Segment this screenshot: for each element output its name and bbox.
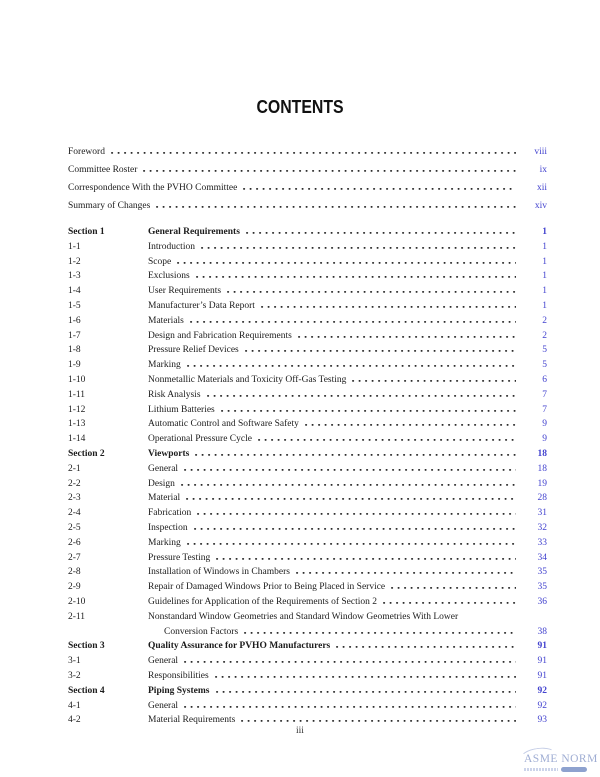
toc-entry-row	[68, 418, 547, 433]
toc-entry-row	[68, 507, 547, 522]
page-title: CONTENTS	[256, 97, 344, 117]
toc-entry-row	[68, 300, 547, 315]
page-number-link[interactable]: xii	[536, 183, 547, 193]
section-header-row	[68, 448, 547, 463]
toc-entry-row	[68, 256, 547, 271]
toc-entry-row	[68, 522, 547, 537]
entry-title-continuation: Conversion Factors	[164, 626, 239, 637]
page-number-link[interactable]: 6	[542, 374, 547, 385]
page-number-link[interactable]: 7	[542, 389, 547, 400]
entry-number: 3-2	[68, 670, 81, 681]
dot-leader	[215, 676, 516, 678]
entry-number: 2-6	[68, 537, 81, 548]
section-header-row	[68, 640, 547, 655]
dot-leader	[245, 350, 516, 352]
page-number-link[interactable]: 35	[537, 567, 547, 578]
toc-entry-row	[68, 552, 547, 567]
dot-leader	[184, 469, 516, 471]
watermark-badge	[561, 767, 587, 772]
front-matter-row	[68, 182, 547, 200]
entry-number: 1-8	[68, 345, 81, 356]
entry-label: Summary of Changes	[68, 201, 151, 211]
section-number: Section 4	[68, 685, 105, 696]
entry-title: Design and Fabrication Requirements	[148, 330, 292, 341]
entry-number: 1-5	[68, 300, 81, 311]
entry-number: 2-2	[68, 478, 81, 489]
entry-number: 2-9	[68, 582, 81, 593]
front-matter-list	[68, 146, 547, 218]
asme-norm-watermark	[524, 754, 600, 772]
page-number-link[interactable]: 1	[542, 227, 547, 237]
entry-number: 1-6	[68, 315, 81, 326]
dot-leader	[216, 691, 517, 693]
entry-title: Manufacturer’s Data Report	[148, 300, 255, 311]
page-number-link[interactable]: 1	[542, 271, 547, 282]
toc-entry-continuation-row	[68, 626, 547, 641]
toc-entry-row	[68, 344, 547, 359]
section-title: Viewports	[148, 448, 190, 459]
toc-entry-row	[68, 241, 547, 256]
toc-entry-row	[68, 433, 547, 448]
section-header-row	[68, 226, 547, 241]
entry-title: Risk Analysis	[148, 389, 201, 400]
dot-leader	[296, 572, 516, 574]
entry-number: 4-2	[68, 715, 81, 726]
front-matter-row	[68, 200, 547, 218]
entry-title: Exclusions	[148, 271, 190, 282]
entry-label: Correspondence With the PVHO Committee	[68, 183, 238, 193]
entry-label: Committee Roster	[68, 165, 138, 175]
entry-number: 1-10	[68, 374, 86, 385]
dot-leader	[184, 706, 516, 708]
entry-number: 2-1	[68, 463, 81, 474]
page-number-link[interactable]: 18	[537, 448, 547, 459]
entry-title: Material Requirements	[148, 715, 236, 726]
dot-leader	[261, 306, 516, 308]
page-number-link[interactable]: 1	[542, 300, 547, 311]
watermark-subline	[524, 767, 600, 772]
page-number-link[interactable]: 18	[537, 463, 547, 474]
toc-entry-row	[68, 700, 547, 715]
entry-title: Design	[148, 478, 175, 489]
page-number-link[interactable]: 33	[537, 537, 547, 548]
page-number-link[interactable]: xiv	[534, 201, 547, 211]
section-title: Piping Systems	[148, 685, 210, 696]
entry-number: 3-1	[68, 656, 81, 667]
dot-leader	[246, 232, 516, 234]
toc-entry-row	[68, 463, 547, 478]
folio-page-number: iii	[296, 726, 304, 736]
toc-entry-row	[68, 581, 547, 596]
toc-entry-row	[68, 270, 547, 285]
section-title: Quality Assurance for PVHO Manufacturers	[148, 641, 331, 652]
toc-entry-row	[68, 537, 547, 552]
dot-leader	[221, 410, 516, 412]
page-number-link[interactable]: 1	[542, 286, 547, 297]
entry-title: Fabrication	[148, 508, 192, 519]
entry-number: 1-3	[68, 271, 81, 282]
entry-title: Materials	[148, 315, 184, 326]
entry-title: Pressure Relief Devices	[148, 345, 239, 356]
page-number-link[interactable]: 28	[537, 493, 547, 504]
watermark-text: ASME NORM	[524, 753, 598, 765]
toc-entry-row	[68, 492, 547, 507]
toc-entry-row	[68, 359, 547, 374]
toc-entry-row	[68, 315, 547, 330]
dot-leader	[216, 558, 516, 560]
entry-label: Foreword	[68, 147, 105, 157]
entry-title: General	[148, 463, 179, 474]
entry-title: General	[148, 656, 179, 667]
page-number-link[interactable]: 9	[542, 419, 547, 430]
spacer	[464, 617, 542, 619]
section-number: Section 2	[68, 448, 105, 459]
sections-list	[68, 226, 547, 729]
entry-title: Pressure Testing	[148, 552, 211, 563]
entry-number: 1-2	[68, 256, 81, 267]
entry-number: 1-12	[68, 404, 86, 415]
entry-number: 4-1	[68, 700, 81, 711]
toc-entry-row	[68, 285, 547, 300]
dot-leader	[227, 291, 516, 293]
dot-leader	[187, 365, 516, 367]
entry-number: 2-5	[68, 522, 81, 533]
dot-leader	[156, 206, 516, 208]
entry-title: Marking	[148, 360, 181, 371]
page-number-link[interactable]: 93	[537, 715, 547, 726]
entry-title: Repair of Damaged Windows Prior to Being Placed in Service	[148, 582, 386, 593]
entry-number: 2-7	[68, 552, 81, 563]
entry-number: 2-10	[68, 596, 86, 607]
entry-number: 2-11	[68, 611, 86, 622]
page-number-link[interactable]: 9	[542, 434, 547, 445]
dot-leader	[186, 498, 516, 500]
toc-entry-row	[68, 670, 547, 685]
section-title: General Requirements	[148, 227, 240, 237]
toc-entry-row	[68, 374, 547, 389]
dot-leader	[143, 170, 516, 172]
watermark-tagline-bar	[524, 768, 558, 771]
entry-number: 1-7	[68, 330, 81, 341]
dot-leader	[244, 632, 516, 634]
page-number-link[interactable]: 2	[542, 315, 547, 326]
page-number-link[interactable]: 91	[537, 656, 547, 667]
entry-title: Nonmetallic Materials and Toxicity Off-Gas Testing	[148, 374, 347, 385]
entry-title: Material	[148, 493, 181, 504]
page-number-link[interactable]: ix	[539, 165, 547, 175]
entry-title: Operational Pressure Cycle	[148, 434, 252, 445]
entry-title: Scope	[148, 256, 172, 267]
dot-leader	[243, 188, 516, 190]
entry-number: 1-11	[68, 389, 86, 400]
entry-title: Guidelines for Application of the Requirements of Section 2	[148, 596, 378, 607]
entry-number: 1-9	[68, 360, 81, 371]
front-matter-row	[68, 164, 547, 182]
dot-leader	[111, 152, 516, 154]
entry-number: 2-4	[68, 508, 81, 519]
dot-leader	[258, 439, 516, 441]
dot-leader	[194, 528, 516, 530]
dot-leader	[305, 424, 516, 426]
toc-entry-row	[68, 478, 547, 493]
dot-leader	[190, 321, 516, 323]
page-number-link[interactable]: viii	[534, 147, 547, 157]
page-number-link[interactable]: 35	[537, 582, 547, 593]
section-number: Section 3	[68, 641, 105, 652]
toc-entry-row	[68, 389, 547, 404]
entry-title: Responsibilities	[148, 670, 209, 681]
toc-entry-row	[68, 611, 547, 626]
entry-title: Automatic Control and Software Safety	[148, 419, 299, 430]
entry-title: Lithium Batteries	[148, 404, 215, 415]
entry-number: 1-14	[68, 434, 86, 445]
page-number-link[interactable]: 34	[537, 552, 547, 563]
front-matter-row	[68, 146, 547, 164]
entry-number: 2-3	[68, 493, 81, 504]
page-number-link[interactable]: 92	[537, 700, 547, 711]
dot-leader	[352, 380, 516, 382]
dot-leader	[201, 247, 516, 249]
page-number-link[interactable]: 2	[542, 330, 547, 341]
dot-leader	[241, 720, 516, 722]
dot-leader	[195, 454, 516, 456]
page-number-link[interactable]: 36	[537, 596, 547, 607]
dot-leader	[187, 543, 516, 545]
page-number-link[interactable]: 1	[542, 241, 547, 252]
page-number-link[interactable]: 19	[537, 478, 547, 489]
page-number-link[interactable]: 38	[537, 626, 547, 637]
dot-leader	[336, 646, 516, 648]
entry-title: Installation of Windows in Chambers	[148, 567, 290, 578]
page-number-link[interactable]: 91	[537, 641, 547, 652]
page-number-link[interactable]: 32	[537, 522, 547, 533]
page-number-link[interactable]: 1	[542, 256, 547, 267]
dot-leader	[181, 484, 516, 486]
page-number-link[interactable]: 31	[537, 508, 547, 519]
toc-entry-row	[68, 596, 547, 611]
entry-title: Marking	[148, 537, 181, 548]
entry-title: General	[148, 700, 179, 711]
page-number-link[interactable]: 92	[537, 685, 547, 696]
dot-leader	[184, 661, 516, 663]
page-number-link[interactable]: 91	[537, 670, 547, 681]
dot-leader	[391, 587, 516, 589]
dot-leader	[177, 262, 516, 264]
dot-leader	[196, 276, 516, 278]
dot-leader	[298, 336, 516, 338]
toc-entry-row	[68, 655, 547, 670]
entry-number: 1-13	[68, 419, 86, 430]
entry-number: 2-8	[68, 567, 81, 578]
page-number-link[interactable]: 7	[542, 404, 547, 415]
toc-entry-row	[68, 566, 547, 581]
toc-entry-row	[68, 330, 547, 345]
section-header-row	[68, 685, 547, 700]
entry-title: Inspection	[148, 522, 188, 533]
entry-number: 1-4	[68, 286, 81, 297]
entry-title: Introduction	[148, 241, 195, 252]
page-number-link[interactable]: 5	[542, 360, 547, 371]
entry-title: Nonstandard Window Geometries and Standard Window Geometries With Lower	[148, 611, 459, 622]
page-number-link[interactable]: 5	[542, 345, 547, 356]
toc-entry-row	[68, 404, 547, 419]
section-number: Section 1	[68, 227, 105, 237]
dot-leader	[207, 395, 516, 397]
dot-leader	[197, 513, 516, 515]
entry-number: 1-1	[68, 241, 81, 252]
entry-title: User Requirements	[148, 286, 222, 297]
dot-leader	[383, 602, 516, 604]
